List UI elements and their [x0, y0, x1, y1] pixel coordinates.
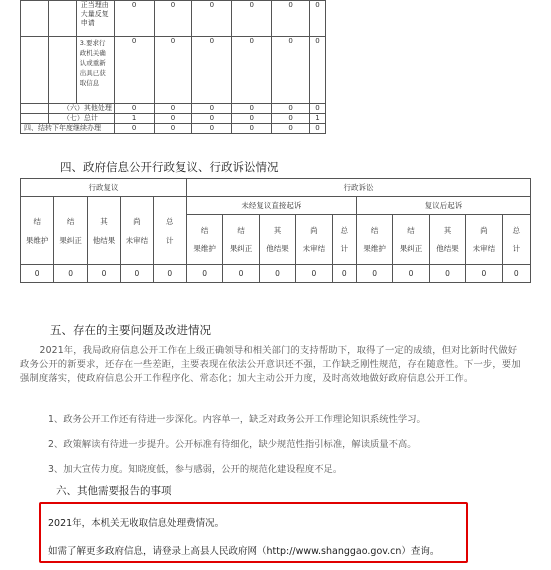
table-cell: 0 — [153, 265, 186, 283]
table-cell: 0 — [232, 37, 272, 104]
table-cell: 0 — [309, 124, 325, 134]
section-5-title: 五、存在的主要问题及改进情况 — [50, 323, 211, 337]
row-label-other: （六）其他处理 — [48, 104, 114, 114]
table-cell: 0 — [192, 37, 232, 104]
not-reviewed-header: 未经复议直接起诉 — [186, 197, 356, 215]
table-cell: 0 — [232, 124, 272, 134]
table-cell: 1 — [309, 114, 325, 124]
row-label-reconfirm: 3.要求行政机关确认或重新出具已获取信息 — [76, 37, 114, 104]
table-cell: 0 — [154, 114, 192, 124]
table-cell: 0 — [309, 104, 325, 114]
col-header: 结 果维护 — [21, 197, 54, 265]
litigation-header: 行政诉讼 — [186, 179, 530, 197]
col-header: 结 果纠正 — [54, 197, 87, 265]
table-cell: 0 — [332, 265, 356, 283]
col-header: 结 果维护 — [356, 215, 392, 265]
row-label-total: （七）总计 — [48, 114, 114, 124]
table-cell: 0 — [309, 1, 325, 37]
row-label-repeat-requests: 正当理由 大量反复 申请 — [76, 1, 114, 37]
fee-note: 2021年，本机关无收取信息处理费情况。 — [48, 518, 225, 529]
table-cell: 0 — [272, 124, 310, 134]
problem-3: 3、加大宣传力度。知晓度低，参与感弱，公开的规范化建设程度不足。 — [48, 464, 343, 475]
table-cell: 0 — [192, 124, 232, 134]
col-header: 结 果纠正 — [393, 215, 429, 265]
col-header: 总 计 — [153, 197, 186, 265]
table-cell: 0 — [223, 265, 259, 283]
table-cell: 0 — [502, 265, 530, 283]
table-cell: 0 — [186, 265, 222, 283]
review-header: 行政复议 — [21, 179, 187, 197]
table-cell: 0 — [114, 37, 154, 104]
table-cell: 0 — [192, 1, 232, 37]
section-6-title: 六、其他需要报告的事项 — [56, 485, 172, 497]
intro-paragraph: 2021年，我局政府信息公开工作在上级正确领导和相关部门的支持帮助下，取得了一定的成绩，但对比新时代做好政务公开的新要求，还存在一些差距，主要表现在依法公开意识还不强，工作缺乏刚性规范，存在随意性。下一步，要加强制度落实，使政府信息公开工作程序化、常态化；加大主动公开力度，及时高效地做好政府信息公开工作。 — [20, 345, 521, 384]
table-cell: 0 — [272, 37, 310, 104]
col-header: 结 果纠正 — [223, 215, 259, 265]
section-4-title: 四、政府信息公开行政复议、行政诉讼情况 — [60, 160, 279, 174]
col-header: 总 计 — [502, 215, 530, 265]
table-cell: 0 — [192, 114, 232, 124]
table-cell: 0 — [114, 1, 154, 37]
table-cell: 0 — [296, 265, 332, 283]
table-cell: 0 — [259, 265, 295, 283]
col-header: 尚 未审结 — [121, 197, 153, 265]
table-cell: 0 — [466, 265, 502, 283]
table-cell: 0 — [154, 37, 192, 104]
table-cell: 0 — [87, 265, 120, 283]
col-header: 结 果维护 — [186, 215, 222, 265]
table-cell: 0 — [114, 104, 154, 114]
problem-2: 2、政策解读有待进一步提升。公开标准有待细化，缺少规范性指引标准，解读质量不高。 — [48, 439, 417, 450]
col-header: 其 他结果 — [429, 215, 465, 265]
table-cell: 0 — [54, 265, 87, 283]
table-cell: 0 — [232, 1, 272, 37]
col-header: 总 计 — [332, 215, 356, 265]
table-cell: 0 — [114, 124, 154, 134]
review-litigation-table — [20, 178, 531, 283]
table-cell: 0 — [272, 114, 310, 124]
table-cell: 0 — [272, 104, 310, 114]
table-cell: 0 — [393, 265, 429, 283]
after-review-header: 复议后起诉 — [356, 197, 530, 215]
more-info-note: 如需了解更多政府信息，请登录上高县人民政府网（http://www.shanggao.gov.cn）查询。 — [48, 546, 440, 557]
table-cell: 0 — [429, 265, 465, 283]
col-header: 尚 未审结 — [296, 215, 332, 265]
col-header: 其 他结果 — [259, 215, 295, 265]
row-label-carry-over: 四、结转下年度继续办理 — [21, 124, 115, 134]
disposal-table-fragment — [20, 0, 326, 134]
table-cell: 0 — [192, 104, 232, 114]
table-cell: 0 — [309, 37, 325, 104]
table-cell: 1 — [114, 114, 154, 124]
table-cell: 0 — [121, 265, 153, 283]
col-header: 尚 未审结 — [466, 215, 502, 265]
table-cell: 0 — [154, 1, 192, 37]
col-header: 其 他结果 — [87, 197, 120, 265]
table-cell: 0 — [154, 104, 192, 114]
table-cell: 0 — [232, 104, 272, 114]
problem-1: 1、政务公开工作还有待进一步深化。内容单一，缺乏对政务公开工作理论知识系统性学习。 — [48, 414, 426, 425]
table-cell: 0 — [272, 1, 310, 37]
table-cell: 0 — [21, 265, 54, 283]
table-cell: 0 — [356, 265, 392, 283]
table-cell: 0 — [232, 114, 272, 124]
table-cell: 0 — [154, 124, 192, 134]
